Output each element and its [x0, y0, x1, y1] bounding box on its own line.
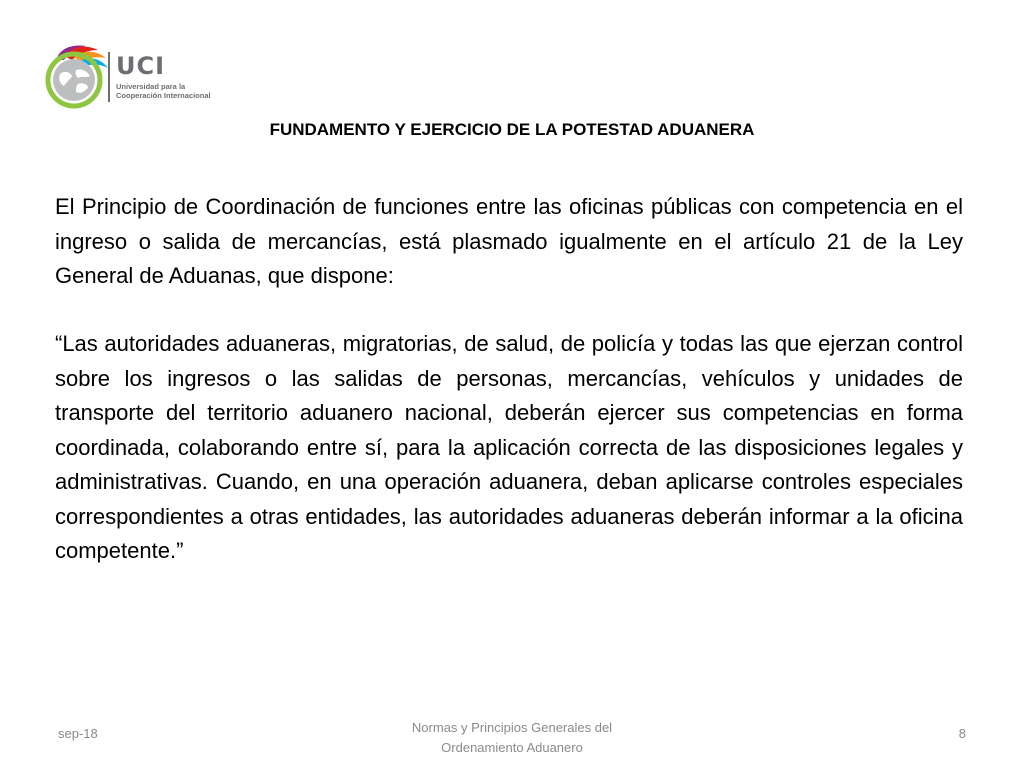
footer-title — [362, 718, 662, 758]
footer-page-number: 8 — [958, 726, 966, 741]
globe-logo-icon — [42, 42, 112, 110]
footer-date: sep-18 — [58, 726, 98, 741]
uci-logo — [42, 42, 222, 110]
paragraph-intro: El Principio de Coordinación de funciones entre las oficinas públicas con competencia en el ingreso o salida de mercancías, está plasmado igualmente en el artículo 21 de la Ley General de Aduanas, que dispone: — [55, 194, 963, 288]
slide-title: FUNDAMENTO Y EJERCICIO DE LA POTESTAD ADUANERA — [269, 120, 755, 139]
logo-subtitle-line1: Universidad para la — [116, 82, 186, 91]
footer-title-line2: Ordenamiento Aduanero — [441, 740, 583, 755]
logo-subtitle-line2: Cooperación Internacional — [116, 91, 211, 100]
footer-title-line1: Normas y Principios Generales del — [411, 720, 613, 735]
logo-divider — [108, 52, 110, 102]
paragraph-quote: “Las autoridades aduaneras, migratorias, de salud, de policía y todas las que ejerzan control sobre los ingresos o las salidas de personas, mercancías, vehículos y unidades de transporte del territorio aduanero nacional, deberán ejercer sus competencias en forma coordinada, colaborando entre sí, para la aplicación correcta de las disposiciones legales y administrativas. Cuando, en una operación aduanera, deban aplicarse controles especiales correspondientes a otras entidades, las autoridades aduaneras deberán informar a la oficina competente.” — [55, 331, 963, 563]
logo-wordmark: UCI — [116, 52, 166, 80]
logo-subtitle — [116, 82, 211, 100]
